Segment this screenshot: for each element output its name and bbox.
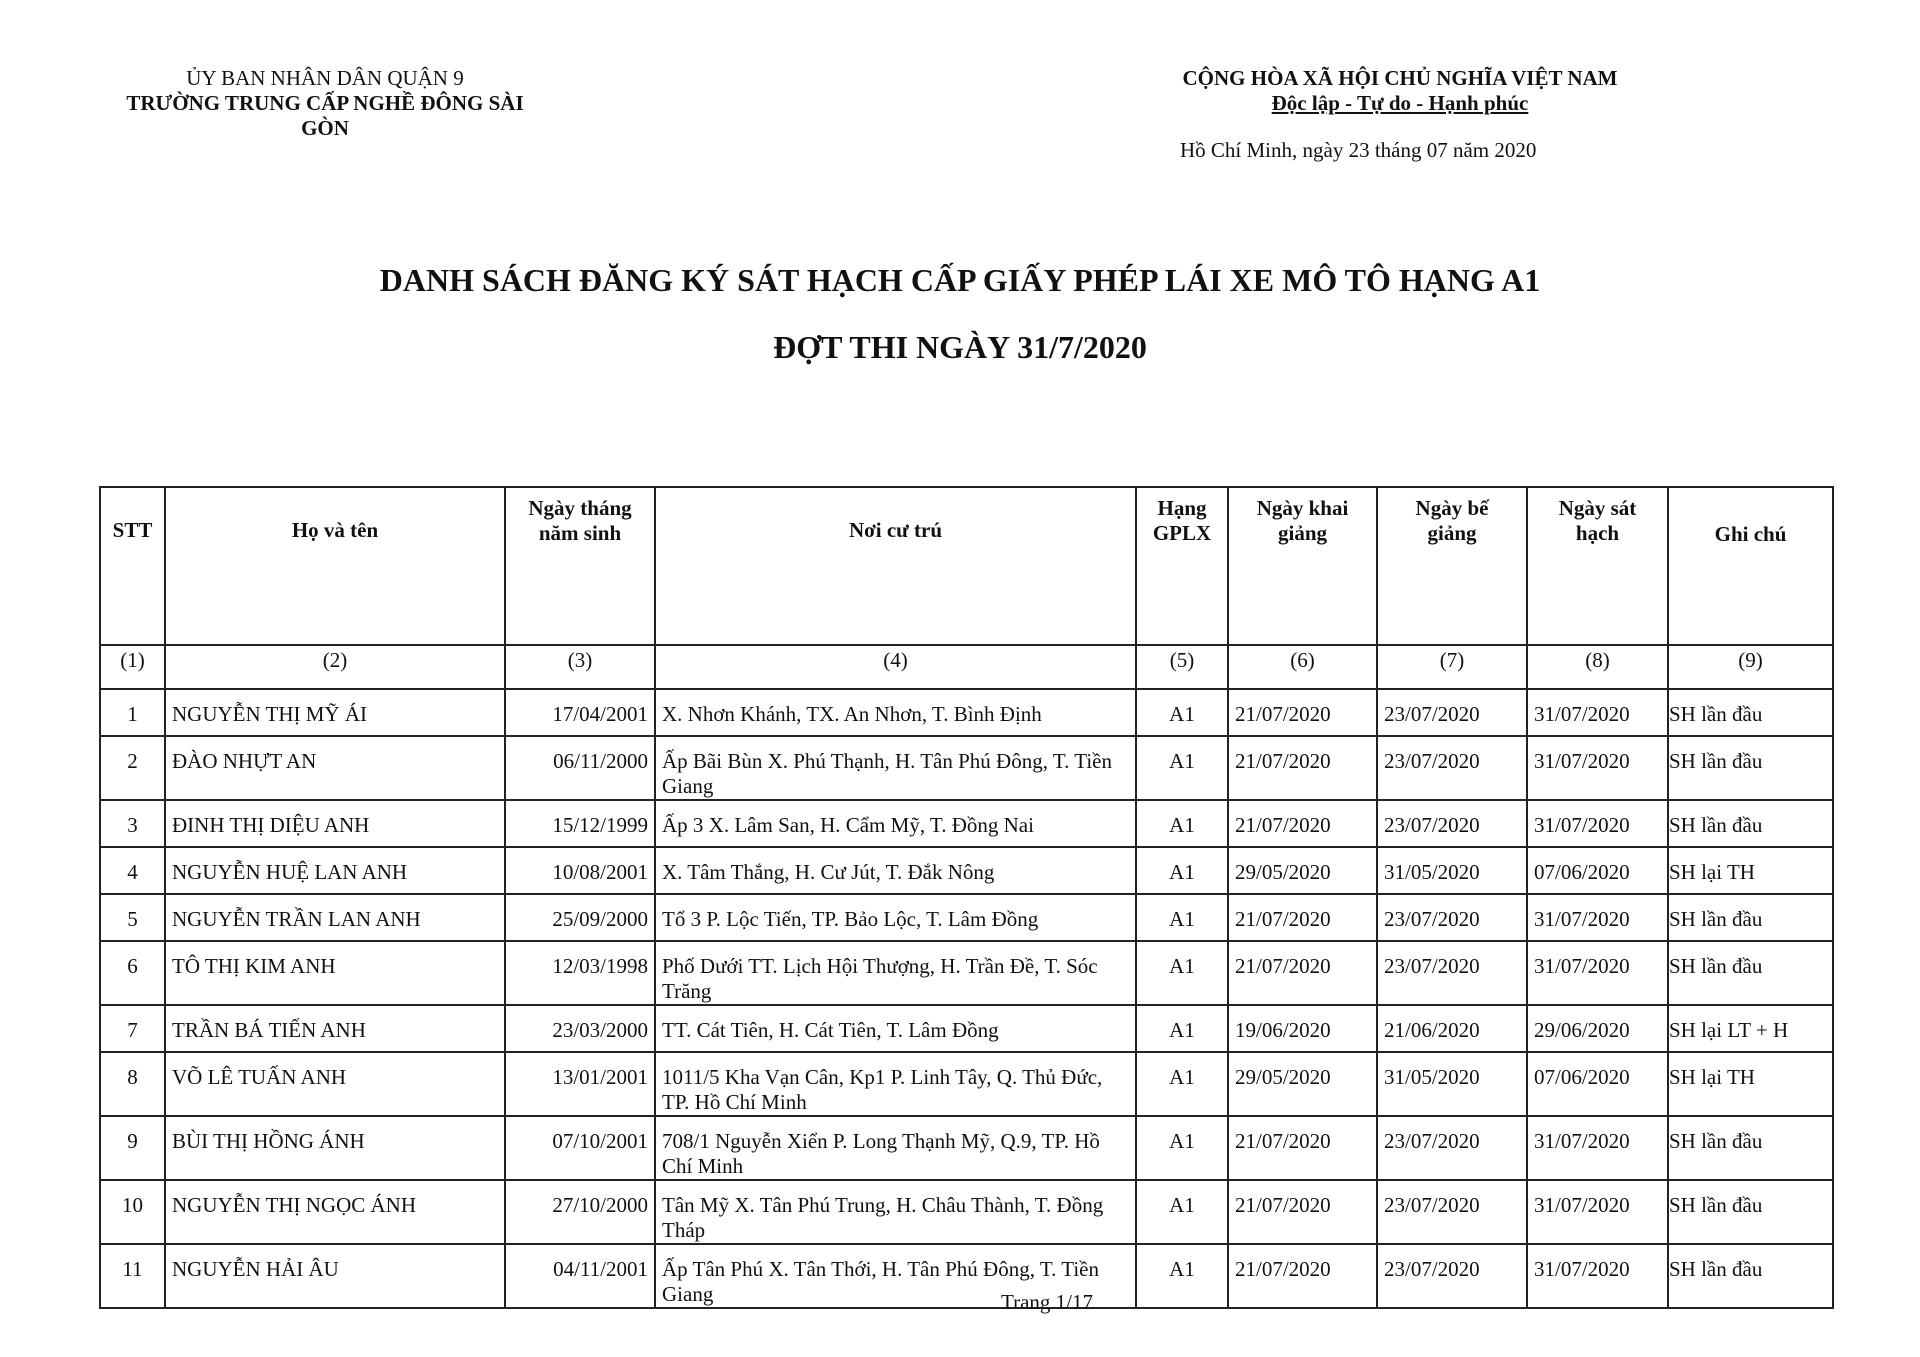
document-title: DANH SÁCH ĐĂNG KÝ SÁT HẠCH CẤP GIẤY PHÉP LÁI XE MÔ TÔ HẠNG A1 <box>379 262 1541 298</box>
cell-address: Tân Mỹ X. Tân Phú Trung, H. Châu Thành, T. Đồng Tháp <box>655 1180 1136 1244</box>
cell-end: 23/07/2020 <box>1377 800 1527 847</box>
cell-note: SH lần đầu <box>1668 689 1833 736</box>
cell-stt: 1 <box>100 689 165 736</box>
cell-exam: 31/07/2020 <box>1527 894 1668 941</box>
cell-dob: 07/10/2001 <box>505 1116 655 1180</box>
cell-class: A1 <box>1136 800 1228 847</box>
cell-dob: 23/03/2000 <box>505 1005 655 1052</box>
cell-name: TÔ THỊ KIM ANH <box>165 941 505 1005</box>
cell-class: A1 <box>1136 689 1228 736</box>
cell-exam: 07/06/2020 <box>1527 847 1668 894</box>
header-note: Ghi chú <box>1668 487 1833 645</box>
cell-note: SH lần đầu <box>1668 894 1833 941</box>
cell-end: 23/07/2020 <box>1377 689 1527 736</box>
col-number: (7) <box>1377 645 1527 689</box>
cell-dob: 04/11/2001 <box>505 1244 655 1308</box>
cell-note: SH lại TH <box>1668 847 1833 894</box>
cell-exam: 31/07/2020 <box>1527 1180 1668 1244</box>
cell-address: TT. Cát Tiên, H. Cát Tiên, T. Lâm Đồng <box>655 1005 1136 1052</box>
table-row <box>100 1116 1833 1180</box>
cell-class: A1 <box>1136 736 1228 800</box>
cell-name: NGUYỄN HẢI ÂU <box>165 1244 505 1308</box>
cell-start: 21/07/2020 <box>1228 941 1377 1005</box>
cell-stt: 6 <box>100 941 165 1005</box>
cell-start: 21/07/2020 <box>1228 689 1377 736</box>
cell-exam: 31/07/2020 <box>1527 941 1668 1005</box>
cell-stt: 4 <box>100 847 165 894</box>
cell-end: 31/05/2020 <box>1377 847 1527 894</box>
cell-name: NGUYỄN THỊ NGỌC ÁNH <box>165 1180 505 1244</box>
header-class: Hạng GPLX <box>1136 487 1228 645</box>
cell-start: 21/07/2020 <box>1228 1116 1377 1180</box>
header-address: Nơi cư trú <box>655 487 1136 645</box>
table-row <box>100 800 1833 847</box>
cell-dob: 27/10/2000 <box>505 1180 655 1244</box>
cell-start: 21/07/2020 <box>1228 1244 1377 1308</box>
cell-class: A1 <box>1136 1116 1228 1180</box>
cell-name: VÕ LÊ TUẤN ANH <box>165 1052 505 1116</box>
cell-class: A1 <box>1136 894 1228 941</box>
cell-note: SH lần đầu <box>1668 800 1833 847</box>
cell-end: 23/07/2020 <box>1377 1244 1527 1308</box>
cell-stt: 8 <box>100 1052 165 1116</box>
issuer-block <box>100 66 550 141</box>
cell-address: X. Nhơn Khánh, TX. An Nhơn, T. Bình Định <box>655 689 1136 736</box>
table-row <box>100 1180 1833 1244</box>
cell-end: 23/07/2020 <box>1377 1180 1527 1244</box>
table-header-row <box>100 487 1833 645</box>
cell-dob: 06/11/2000 <box>505 736 655 800</box>
col-number: (6) <box>1228 645 1377 689</box>
table-row <box>100 894 1833 941</box>
cell-class: A1 <box>1136 1005 1228 1052</box>
col-number: (4) <box>655 645 1136 689</box>
cell-address: Ấp 3 X. Lâm San, H. Cẩm Mỹ, T. Đồng Nai <box>655 800 1136 847</box>
cell-name: ĐINH THỊ DIỆU ANH <box>165 800 505 847</box>
cell-address: X. Tâm Thắng, H. Cư Jút, T. Đắk Nông <box>655 847 1136 894</box>
cell-note: SH lần đầu <box>1668 1244 1833 1308</box>
cell-stt: 10 <box>100 1180 165 1244</box>
cell-stt: 3 <box>100 800 165 847</box>
national-motto: Độc lập - Tự do - Hạnh phúc <box>1271 91 1529 115</box>
cell-class: A1 <box>1136 1180 1228 1244</box>
table-row <box>100 736 1833 800</box>
cell-dob: 17/04/2001 <box>505 689 655 736</box>
cell-start: 29/05/2020 <box>1228 1052 1377 1116</box>
cell-note: SH lần đầu <box>1668 736 1833 800</box>
cell-dob: 15/12/1999 <box>505 800 655 847</box>
col-number: (3) <box>505 645 655 689</box>
cell-end: 23/07/2020 <box>1377 941 1527 1005</box>
cell-dob: 10/08/2001 <box>505 847 655 894</box>
cell-class: A1 <box>1136 1052 1228 1116</box>
cell-exam: 07/06/2020 <box>1527 1052 1668 1116</box>
col-number: (2) <box>165 645 505 689</box>
cell-start: 21/07/2020 <box>1228 894 1377 941</box>
cell-end: 23/07/2020 <box>1377 1116 1527 1180</box>
col-number: (9) <box>1668 645 1833 689</box>
cell-start: 19/06/2020 <box>1228 1005 1377 1052</box>
col-number: (5) <box>1136 645 1228 689</box>
national-header <box>1120 66 1680 116</box>
header-end: Ngày bế giảng <box>1377 487 1527 645</box>
cell-end: 31/05/2020 <box>1377 1052 1527 1116</box>
cell-note: SH lần đầu <box>1668 1180 1833 1244</box>
cell-start: 29/05/2020 <box>1228 847 1377 894</box>
col-number: (1) <box>100 645 165 689</box>
cell-note: SH lần đầu <box>1668 1116 1833 1180</box>
cell-name: NGUYỄN THỊ MỸ ÁI <box>165 689 505 736</box>
cell-note: SH lại LT + H <box>1668 1005 1833 1052</box>
header-stt: STT <box>100 487 165 645</box>
cell-name: BÙI THỊ HỒNG ÁNH <box>165 1116 505 1180</box>
table-row <box>100 941 1833 1005</box>
cell-end: 23/07/2020 <box>1377 736 1527 800</box>
cell-stt: 7 <box>100 1005 165 1052</box>
cell-address: Phố Dưới TT. Lịch Hội Thượng, H. Trần Đề, T. Sóc Trăng <box>655 941 1136 1005</box>
cell-dob: 25/09/2000 <box>505 894 655 941</box>
cell-stt: 9 <box>100 1116 165 1180</box>
cell-address: Ấp Tân Phú X. Tân Thới, H. Tân Phú Đông, T. Tiền Giang <box>655 1244 1136 1308</box>
table-body <box>100 689 1833 1308</box>
cell-note: SH lần đầu <box>1668 941 1833 1005</box>
cell-address: 708/1 Nguyễn Xiển P. Long Thạnh Mỹ, Q.9, TP. Hồ Chí Minh <box>655 1116 1136 1180</box>
cell-exam: 29/06/2020 <box>1527 1005 1668 1052</box>
document-subtitle: ĐỢT THI NGÀY 31/7/2020 <box>773 329 1147 365</box>
cell-end: 23/07/2020 <box>1377 894 1527 941</box>
cell-start: 21/07/2020 <box>1228 1180 1377 1244</box>
header-dob: Ngày tháng năm sinh <box>505 487 655 645</box>
cell-exam: 31/07/2020 <box>1527 736 1668 800</box>
cell-name: TRẦN BÁ TIẾN ANH <box>165 1005 505 1052</box>
col-number: (8) <box>1527 645 1668 689</box>
cell-exam: 31/07/2020 <box>1527 1244 1668 1308</box>
cell-class: A1 <box>1136 1244 1228 1308</box>
column-number-row <box>100 645 1833 689</box>
table-row <box>100 689 1833 736</box>
document-date: Hồ Chí Minh, ngày 23 tháng 07 năm 2020 <box>1180 138 1537 162</box>
cell-name: ĐÀO NHỰT AN <box>165 736 505 800</box>
header-start: Ngày khai giảng <box>1228 487 1377 645</box>
cell-stt: 11 <box>100 1244 165 1308</box>
header-exam: Ngày sát hạch <box>1527 487 1668 645</box>
country-name: CỘNG HÒA XÃ HỘI CHỦ NGHĨA VIỆT NAM <box>1182 66 1618 90</box>
cell-start: 21/07/2020 <box>1228 800 1377 847</box>
cell-name: NGUYỄN TRẦN LAN ANH <box>165 894 505 941</box>
cell-dob: 13/01/2001 <box>505 1052 655 1116</box>
header-name: Họ và tên <box>165 487 505 645</box>
issuer-district: ỦY BAN NHÂN DÂN QUẬN 9 <box>186 66 464 90</box>
cell-address: Ấp Bãi Bùn X. Phú Thạnh, H. Tân Phú Đông, T. Tiền Giang <box>655 736 1136 800</box>
registration-table <box>99 486 1834 1309</box>
page-number: Trang 1/17 <box>1001 1290 1093 1314</box>
cell-exam: 31/07/2020 <box>1527 1116 1668 1180</box>
cell-dob: 12/03/1998 <box>505 941 655 1005</box>
table-row <box>100 847 1833 894</box>
cell-note: SH lại TH <box>1668 1052 1833 1116</box>
cell-stt: 2 <box>100 736 165 800</box>
issuer-school: TRƯỜNG TRUNG CẤP NGHỀ ĐÔNG SÀI GÒN <box>126 91 524 140</box>
cell-address: Tổ 3 P. Lộc Tiến, TP. Bảo Lộc, T. Lâm Đồng <box>655 894 1136 941</box>
cell-address: 1011/5 Kha Vạn Cân, Kp1 P. Linh Tây, Q. Thủ Đức, TP. Hồ Chí Minh <box>655 1052 1136 1116</box>
cell-exam: 31/07/2020 <box>1527 689 1668 736</box>
cell-start: 21/07/2020 <box>1228 736 1377 800</box>
cell-class: A1 <box>1136 941 1228 1005</box>
cell-stt: 5 <box>100 894 165 941</box>
cell-name: NGUYỄN HUỆ LAN ANH <box>165 847 505 894</box>
table-row <box>100 1052 1833 1116</box>
table-row <box>100 1005 1833 1052</box>
cell-exam: 31/07/2020 <box>1527 800 1668 847</box>
cell-end: 21/06/2020 <box>1377 1005 1527 1052</box>
cell-class: A1 <box>1136 847 1228 894</box>
